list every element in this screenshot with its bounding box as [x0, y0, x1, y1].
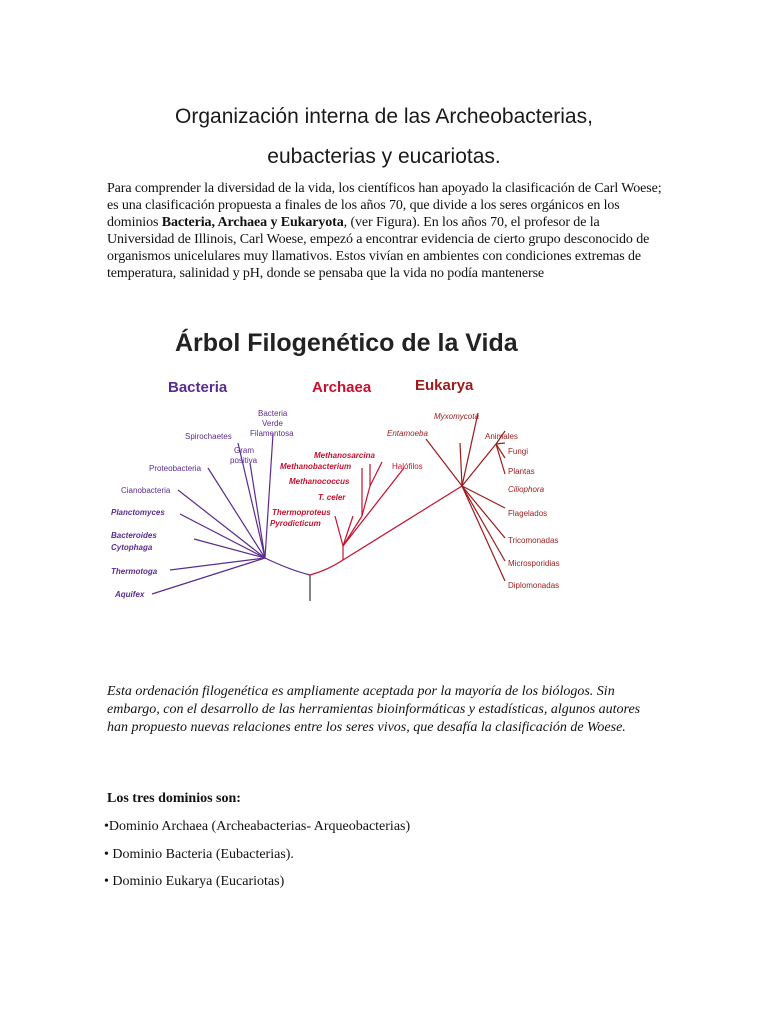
page-title: Organización interna de las Archeobacterias,	[175, 105, 593, 128]
intro-text: Para comprender la diversidad de la vida, los científicos han apoyado la clasificación de Carl Woese; es una clasificación propuesta a finales de los años 70, que divide a los seres orgánicos en los dominios	[107, 181, 662, 230]
leaf-aquifex: Aquifex	[115, 590, 145, 599]
leaf-flagelados: Flagelados	[508, 509, 548, 518]
domain-label-bacteria: Bacteria	[168, 379, 228, 396]
leaf-halofilos: Halófilos	[392, 462, 423, 471]
leaf-animales: Animales	[485, 432, 518, 441]
leaf-methanococcus: Methanococcus	[289, 477, 350, 486]
leaf-bacteria-verde-3: Filamentosa	[250, 429, 294, 438]
domain-item-eukarya: • Dominio Eukarya (Eucariotas)	[104, 874, 285, 889]
leaf-proteobacteria: Proteobacteria	[149, 464, 202, 473]
leaf-spirochaetes: Spirochaetes	[185, 432, 232, 441]
leaf-thermotoga: Thermotoga	[111, 567, 158, 576]
intro-bold-domains: Bacteria, Archaea y Eukaryota	[161, 215, 344, 230]
leaf-tricomonadas: Tricomonadas	[508, 536, 559, 545]
leaf-bacteria-verde: Bacteria	[258, 409, 288, 418]
figure-caption: Esta ordenación filogenética es ampliamente aceptada por la mayoría de los biólogos. Sin embargo, con el desarrollo de las herramientas bioinformáticas y estadísticas, algunos autores han propuesto nuevas relaciones entre los seres vivos, que desafía la clasificación de Woese.	[107, 684, 641, 735]
archaea-leaf-labels	[270, 451, 423, 528]
leaf-pyrodicticum: Pyrodicticum	[270, 519, 321, 528]
phylogenetic-tree-figure	[100, 318, 580, 618]
domains-heading: Los tres dominios son:	[107, 791, 241, 806]
intro-text-rest: , (ver Figura). En los años 70, el profesor de la Universidad de Illinois, Carl Woese, empezó a encontrar evidencia de cierto grupo desconocido de organismos unicelulares muy llamativos. Estos vivían en ambientes con condiciones extremas de temperatura, salinidad y pH, donde se pensaba que la vida no podía mantenerse	[107, 215, 650, 281]
leaf-entamoeba: Entamoeba	[387, 429, 428, 438]
domain-item-bacteria: • Dominio Bacteria (Eubacterias).	[104, 847, 294, 862]
domain-item-archaea: •Dominio Archaea (Archeabacterias- Arqueobacterias)	[104, 819, 411, 834]
domain-label-eukarya: Eukarya	[415, 377, 474, 394]
leaf-diplomonadas: Diplomonadas	[508, 581, 560, 590]
leaf-planctomyces: Planctomyces	[111, 508, 165, 517]
leaf-thermoproteus: Thermoproteus	[272, 508, 331, 517]
domain-label-archaea: Archaea	[312, 379, 372, 396]
leaf-plantas: Plantas	[508, 467, 535, 476]
leaf-methanosarcina: Methanosarcina	[314, 451, 375, 460]
leaf-cianobacteria: Cianobacteria	[121, 486, 171, 495]
intro-paragraph	[107, 180, 667, 282]
page-title-line2: eubacterias y eucariotas.	[267, 145, 501, 168]
eukarya-leaf-labels	[387, 412, 560, 590]
leaf-gram-positiva: Gram	[234, 446, 254, 455]
leaf-fungi: Fungi	[508, 447, 529, 456]
leaf-bacteroides: Bacteroides	[111, 531, 157, 540]
leaf-bacteria-verde-2: Verde	[262, 419, 283, 428]
leaf-gram-positiva-2: positiva	[230, 456, 258, 465]
leaf-microsporidias: Microsporidias	[508, 559, 560, 568]
figure-title: Árbol Filogenético de la Vida	[175, 329, 518, 357]
leaf-myxomycota: Myxomycota	[434, 412, 479, 421]
bacteria-leaf-labels	[111, 409, 294, 599]
leaf-cytophaga: Cytophaga	[111, 543, 153, 552]
leaf-ciliophora: Ciliophora	[508, 485, 545, 494]
leaf-t-celer: T. celer	[318, 493, 346, 502]
leaf-methanobacterium: Methanobacterium	[280, 462, 352, 471]
